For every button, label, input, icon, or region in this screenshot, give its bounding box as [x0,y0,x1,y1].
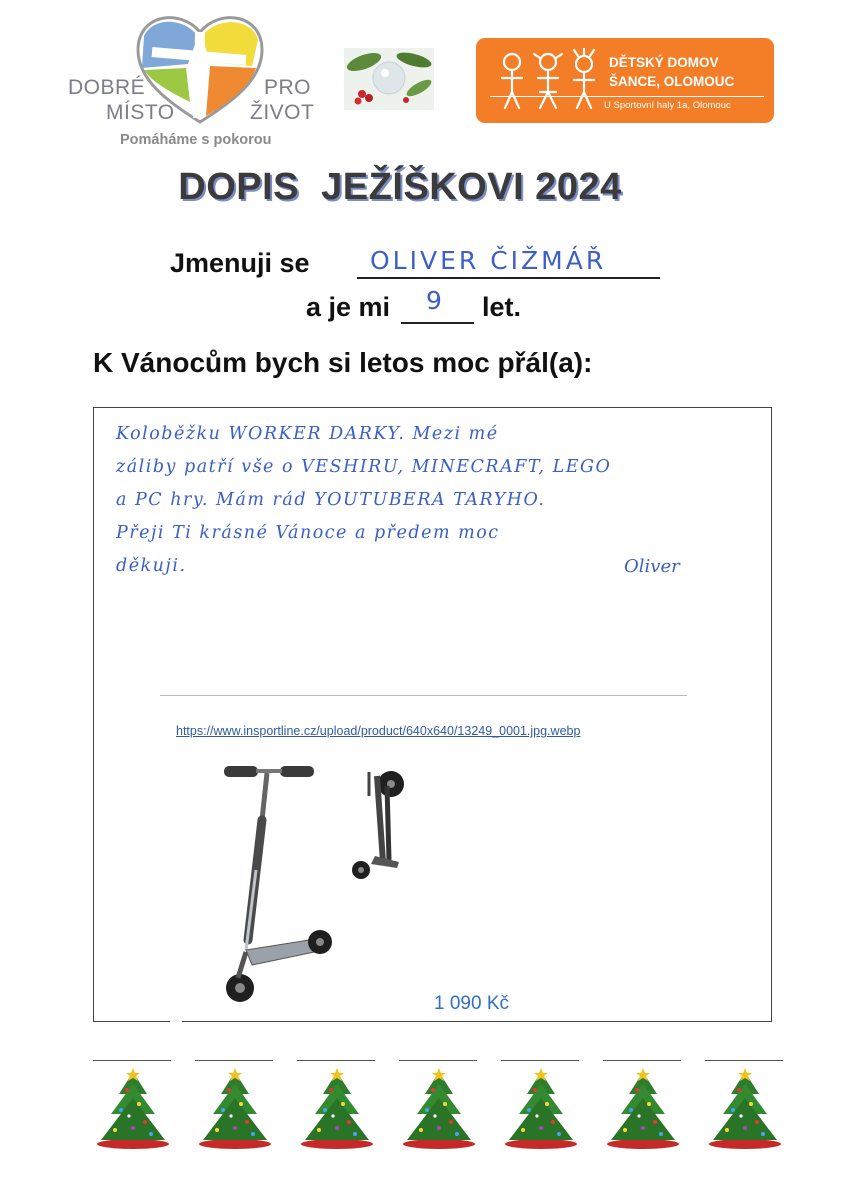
tree-rule [399,1060,477,1061]
christmas-trees-row [93,1060,773,1150]
age-value: 9 [426,286,442,315]
divider [160,695,687,696]
wish-box [93,407,772,1022]
christmas-tree-icon [501,1060,581,1150]
tree-rule [297,1060,375,1061]
signature: Oliver [624,556,680,577]
tree-rule [93,1060,171,1061]
scooter-image-folded [347,766,417,886]
logo-word-dobre: DOBRÉ [68,76,146,99]
orphanage-badge [476,38,774,123]
price-label: 1 090 Kč [434,993,509,1014]
wish-prompt: K Vánocům bych si letos moc přál(a): [93,347,593,378]
logo-dobre-misto-pro-zivot [60,10,315,150]
tree-rule [195,1060,273,1061]
age-underline [401,322,474,324]
orphanage-name: DĚTSKÝ DOMOV ŠANCE, OLOMOUC [609,55,735,89]
logo-word-misto: MÍSTO [106,101,175,124]
name-value: OLIVER ČIŽMÁŘ [370,246,607,275]
age-suffix: let. [482,292,522,322]
tree-rule [705,1060,783,1061]
wish-line: záliby patří vše o VESHIRU, MINECRAFT, LEGO [116,457,612,477]
christmas-tree-icon [195,1060,275,1150]
wish-line: Přeji Ti krásné Vánoce a předem moc [116,523,500,543]
name-row [170,246,607,279]
christmas-tree-icon [93,1060,173,1150]
logo-tagline: Pomáháme s pokorou [120,132,272,148]
badge-divider [490,96,764,97]
christmas-tree-icon [603,1060,683,1150]
name-prefix: Jmenuji se [170,248,310,278]
christmas-tree-icon [297,1060,377,1150]
page-title: DOPIS JEŽÍŠKOVI 2024 [178,166,622,208]
children-icon [494,48,604,118]
product-link[interactable]: https://www.insportline.cz/upload/product/640x640/13249_0001.jpg.webp [176,724,581,738]
holly-ornament-image [344,48,434,110]
age-prefix: a je mi [306,292,391,322]
box-edge-gap [170,1019,182,1023]
age-row [306,286,522,323]
wish-line: děkuji. [116,556,187,576]
tree-rule [501,1060,579,1061]
christmas-tree-icon [399,1060,479,1150]
christmas-tree-icon [705,1060,785,1150]
name-underline [357,277,660,279]
logo-word-pro: PRO [264,76,312,99]
logo-word-zivot: ŽIVOT [250,101,315,124]
orphanage-address: U Sportovní haly 1a, Olomouc [604,100,731,111]
wish-line: a PC hry. Mám rád YOUTUBERA TARYHO. [116,490,546,510]
tree-rule [603,1060,681,1061]
wish-line: Koloběžku WORKER DARKY. Mezi mé [116,424,499,444]
scooter-image-large [212,760,342,1010]
